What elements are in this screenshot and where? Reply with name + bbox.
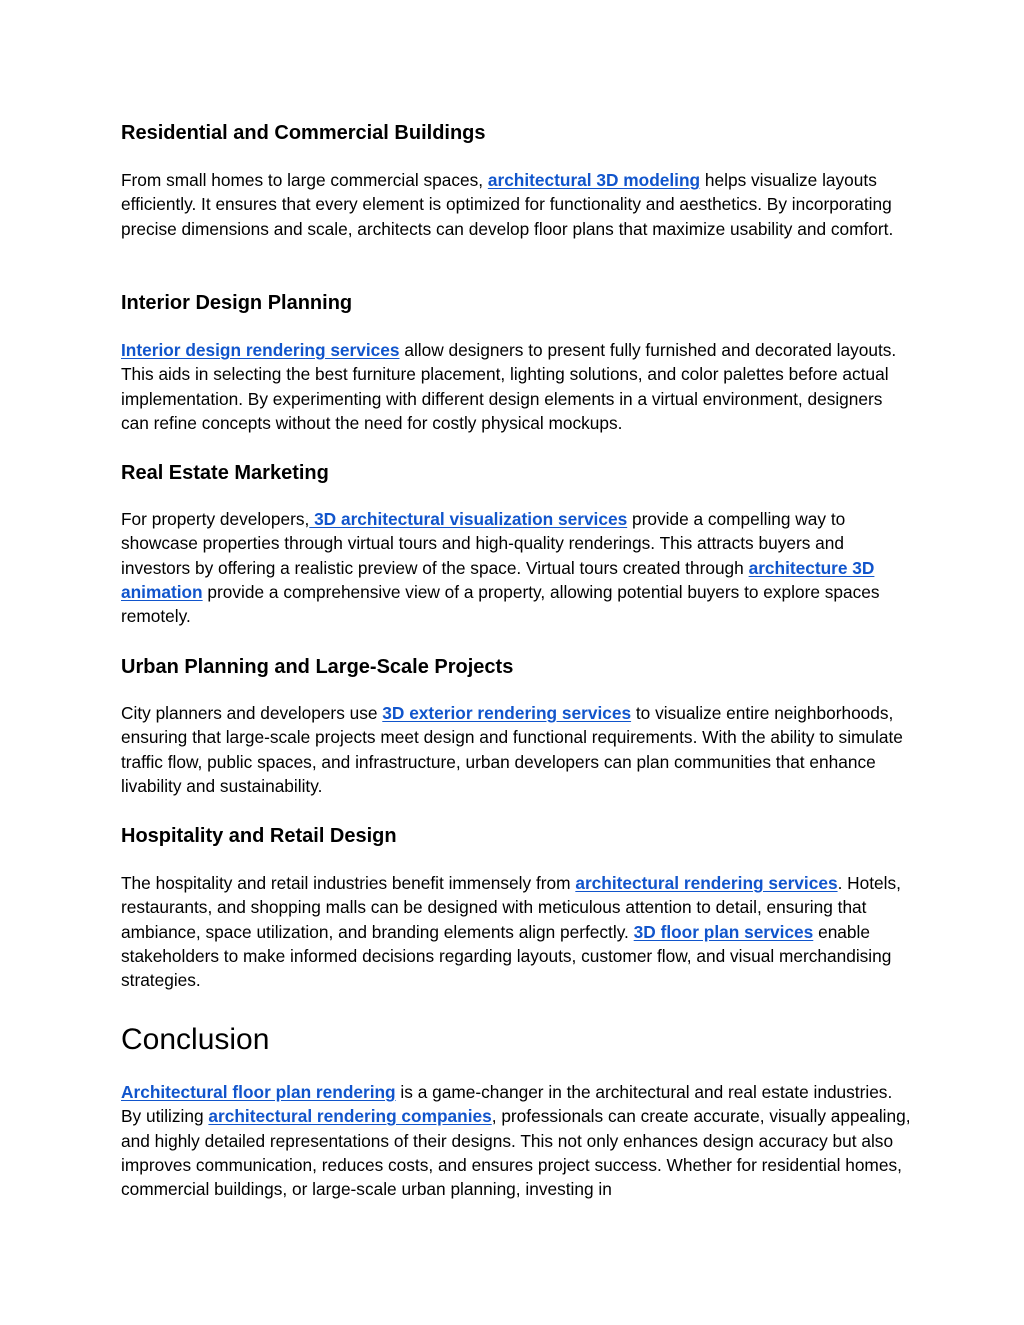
paragraph-text: The hospitality and retail industries benefit immensely from (121, 873, 576, 893)
paragraph-text: provide a compelling way to showcase properties through virtual tours and high-quality renderings. This attracts buyers and investors by offering a realistic preview of the space. Virtual tours created through (121, 509, 846, 578)
link-interior-design-rendering[interactable]: Interior design rendering services (121, 340, 400, 360)
paragraph-text: allow designers to present fully furnished and decorated layouts. This aids in selecting the best furniture placement, lighting solutions, and color palettes before actual implementation. By experimenting with different design elements in a virtual environment, designers can refine concepts without the need for costly physical mockups. (121, 340, 897, 433)
paragraph-interior-design (121, 338, 911, 435)
paragraph-text: to visualize entire neighborhoods, ensuring that large-scale projects meet design and functional requirements. With the ability to simulate traffic flow, public spaces, and infrastructure, urban developers can plan communities that enhance livability and sustainability. (121, 703, 903, 796)
paragraph-text: City planners and developers use (121, 703, 383, 723)
heading-urban-planning: Urban Planning and Large-Scale Projects (121, 656, 514, 678)
link-3d-floor-plan-services[interactable]: 3D floor plan services (633, 921, 814, 942)
link-architectural-3d-modeling[interactable]: architectural 3D modeling (487, 170, 701, 190)
link-architectural-floor-plan-rendering[interactable]: Architectural floor plan rendering (121, 1082, 396, 1102)
heading-residential-commercial: Residential and Commercial Buildings (121, 122, 486, 144)
paragraph-residential-commercial (121, 168, 911, 241)
paragraph-text: helps visualize layouts efficiently. It ensures that every element is optimized for functionality and aesthetics. By incorporating precise dimensions and scale, architects can develop floor plans that maximize usability and comfort. (121, 170, 894, 239)
paragraph-text: . Hotels, restaurants, and shopping malls can be designed with meticulous attention to detail, ensuring that ambiance, space utilization, and branding elements align perfectly. (121, 873, 901, 942)
paragraph-text: For property developers, (121, 509, 310, 529)
paragraph-text: is a game-changer in the architectural and real estate industries. By utilizing (121, 1082, 893, 1127)
heading-real-estate: Real Estate Marketing (121, 462, 329, 484)
paragraph-real-estate (121, 507, 911, 628)
link-architectural-rendering-services[interactable]: architectural rendering services (575, 873, 838, 893)
heading-interior-design: Interior Design Planning (121, 292, 353, 314)
link-architectural-rendering-companies[interactable]: architectural rendering companies (208, 1106, 492, 1127)
paragraph-text: provide a comprehensive view of a property, allowing potential buyers to explore spaces remotely. (121, 581, 880, 627)
link-architecture-3d-animation[interactable]: architecture 3D animation (121, 557, 875, 602)
heading-hospitality-retail: Hospitality and Retail Design (121, 825, 397, 847)
paragraph-text: , professionals can create accurate, visually appealing, and highly detailed representations of their designs. This not only enhances design accuracy but also improves communication, reduces costs, and ensures project success. Whether for residential homes, commercial buildings, or large-scale urban planning, investing in (121, 1106, 911, 1200)
paragraph-urban-planning (121, 701, 911, 798)
paragraph-hospitality-retail (121, 871, 911, 992)
heading-conclusion: Conclusion (121, 1023, 270, 1056)
paragraph-text: From small homes to large commercial spaces, (121, 170, 488, 190)
link-3d-architectural-visualization[interactable]: 3D architectural visualization services (309, 509, 628, 529)
paragraph-conclusion (121, 1080, 911, 1201)
paragraph-text: enable stakeholders to make informed decisions regarding layouts, customer flow, and visual merchandising strategies. (121, 921, 892, 991)
link-3d-exterior-rendering[interactable]: 3D exterior rendering services (382, 703, 632, 723)
